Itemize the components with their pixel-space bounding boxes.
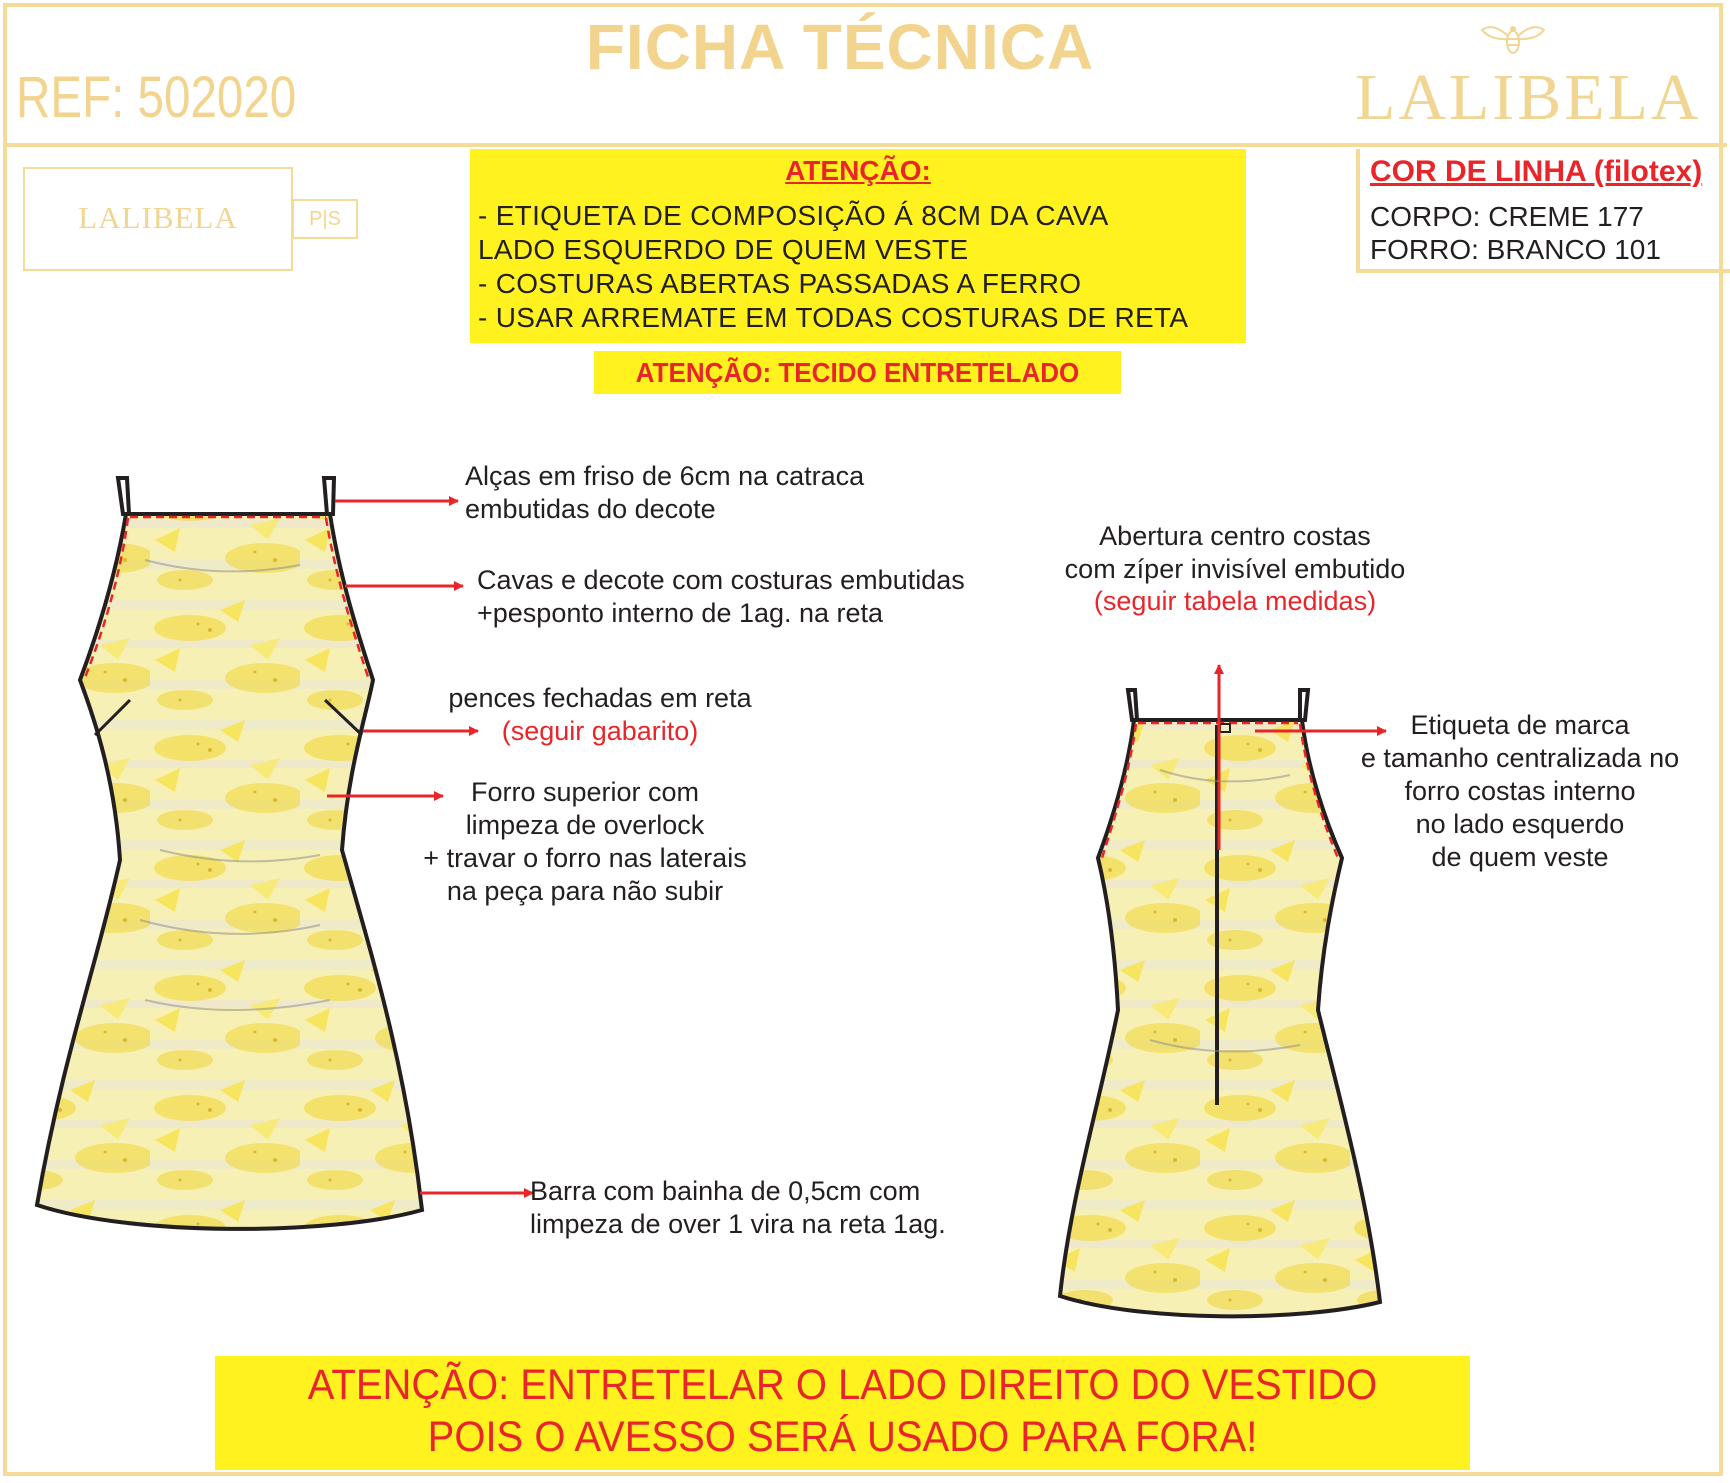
attention-line: - COSTURAS ABERTAS PASSADAS A FERRO	[478, 268, 1082, 299]
note-brand-tag: Etiqueta de marca e tamanho centralizada no forro costas interno no lado esquerdo de quem veste	[1360, 710, 1680, 872]
attention-line: - ETIQUETA DE COMPOSIÇÃO Á 8CM DA CAVA	[478, 200, 1109, 231]
thread-color-title: COR DE LINHA (filotex)	[1370, 155, 1703, 188]
note-zipper: Abertura centro costas com zíper invisível embutido	[1064, 521, 1406, 584]
bottom-warning-text	[259, 1359, 1426, 1463]
label-brand-text: LALIBELA	[78, 200, 238, 235]
note-darts-red: (seguir gabarito)	[501, 716, 699, 746]
reference-number: REF: 502020	[16, 65, 297, 130]
attention-line: - USAR ARREMATE EM TODAS COSTURAS DE RETA	[478, 302, 1189, 333]
note-zipper-red: (seguir tabela medidas)	[1093, 586, 1377, 616]
note-hem: Barra com bainha de 0,5cm com limpeza de over 1 vira na reta 1ag.	[530, 1176, 946, 1239]
label-size-tag: P|S	[292, 199, 358, 239]
attention-title: ATENÇÃO:	[785, 155, 931, 186]
page-title: FICHA TÉCNICA	[585, 11, 1095, 83]
bottom-warning-line-2: POIS O AVESSO SERÁ USADO PARA FORA!	[427, 1413, 1258, 1461]
attention-line: LADO ESQUERDO DE QUEM VESTE	[478, 234, 969, 265]
thread-body-color: CORPO: CREME 177	[1370, 201, 1644, 232]
note-lining: Forro superior com limpeza de overlock + travar o forro nas laterais na peça para não subir	[423, 777, 747, 906]
bottom-warning-line-1: ATENÇÃO: ENTRETELAR O LADO DIREITO DO VESTIDO	[307, 1361, 1378, 1409]
front-dress-drawing	[37, 478, 422, 1229]
thread-lining-color: FORRO: BRANCO 101	[1370, 234, 1661, 265]
note-straps: Alças em friso de 6cm na catraca embutidas do decote	[465, 461, 865, 524]
note-darts: pences fechadas em reta	[448, 683, 752, 713]
note-armholes: Cavas e decote com costuras embutidas +pesponto interno de 1ag. na reta	[477, 565, 965, 628]
fabric-warning-text: ATENÇÃO: TECIDO ENTRETELADO	[635, 357, 1080, 388]
back-dress-drawing	[1060, 665, 1380, 1316]
brand-logo: LALIBELA	[1355, 61, 1702, 134]
